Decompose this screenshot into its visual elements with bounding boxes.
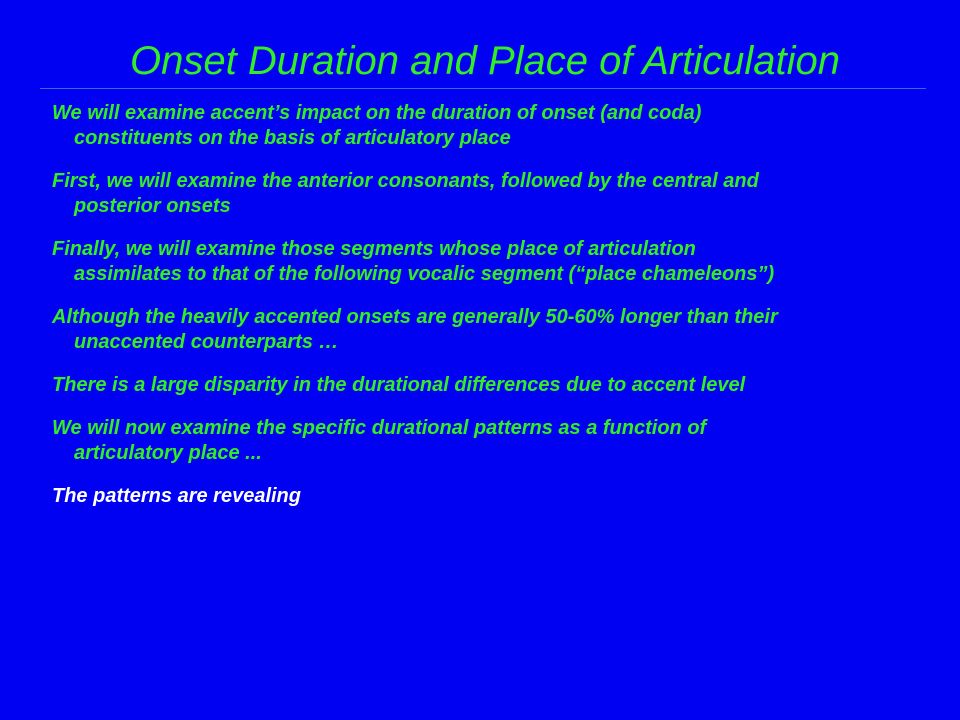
bullet-line: Finally, we will examine those segments whose place of articulation [52,238,696,260]
bullet-line: assimilates to that of the following vocalic segment (“place chameleons”) [74,263,775,285]
bullet-item [52,237,942,287]
bullet-item [52,416,942,466]
bullet-line: unaccented counterparts … [74,331,339,353]
bullet-line: Although the heavily accented onsets are generally 50-60% longer than their [52,306,778,328]
bullet-item [52,305,942,355]
bullet-line: articulatory place ... [74,442,262,464]
bullet-line: We will now examine the specific durational patterns as a function of [52,417,707,439]
bullet-item-highlighted [52,484,942,509]
bullet-line: The patterns are revealing [52,485,301,507]
bullet-line: There is a large disparity in the durational differences due to accent level [52,374,746,396]
title-divider [40,88,926,89]
bullet-line: First, we will examine the anterior consonants, followed by the central and [52,170,759,192]
bullet-line: posterior onsets [74,195,231,217]
bullet-item [52,101,942,151]
slide-title: Onset Duration and Place of Articulation [129,39,841,83]
bullet-line: constituents on the basis of articulatory place [74,127,511,149]
bullet-line: We will examine accent’s impact on the duration of onset (and coda) [52,102,702,124]
bullet-list [52,101,942,527]
bullet-item [52,169,942,219]
bullet-item [52,373,942,398]
